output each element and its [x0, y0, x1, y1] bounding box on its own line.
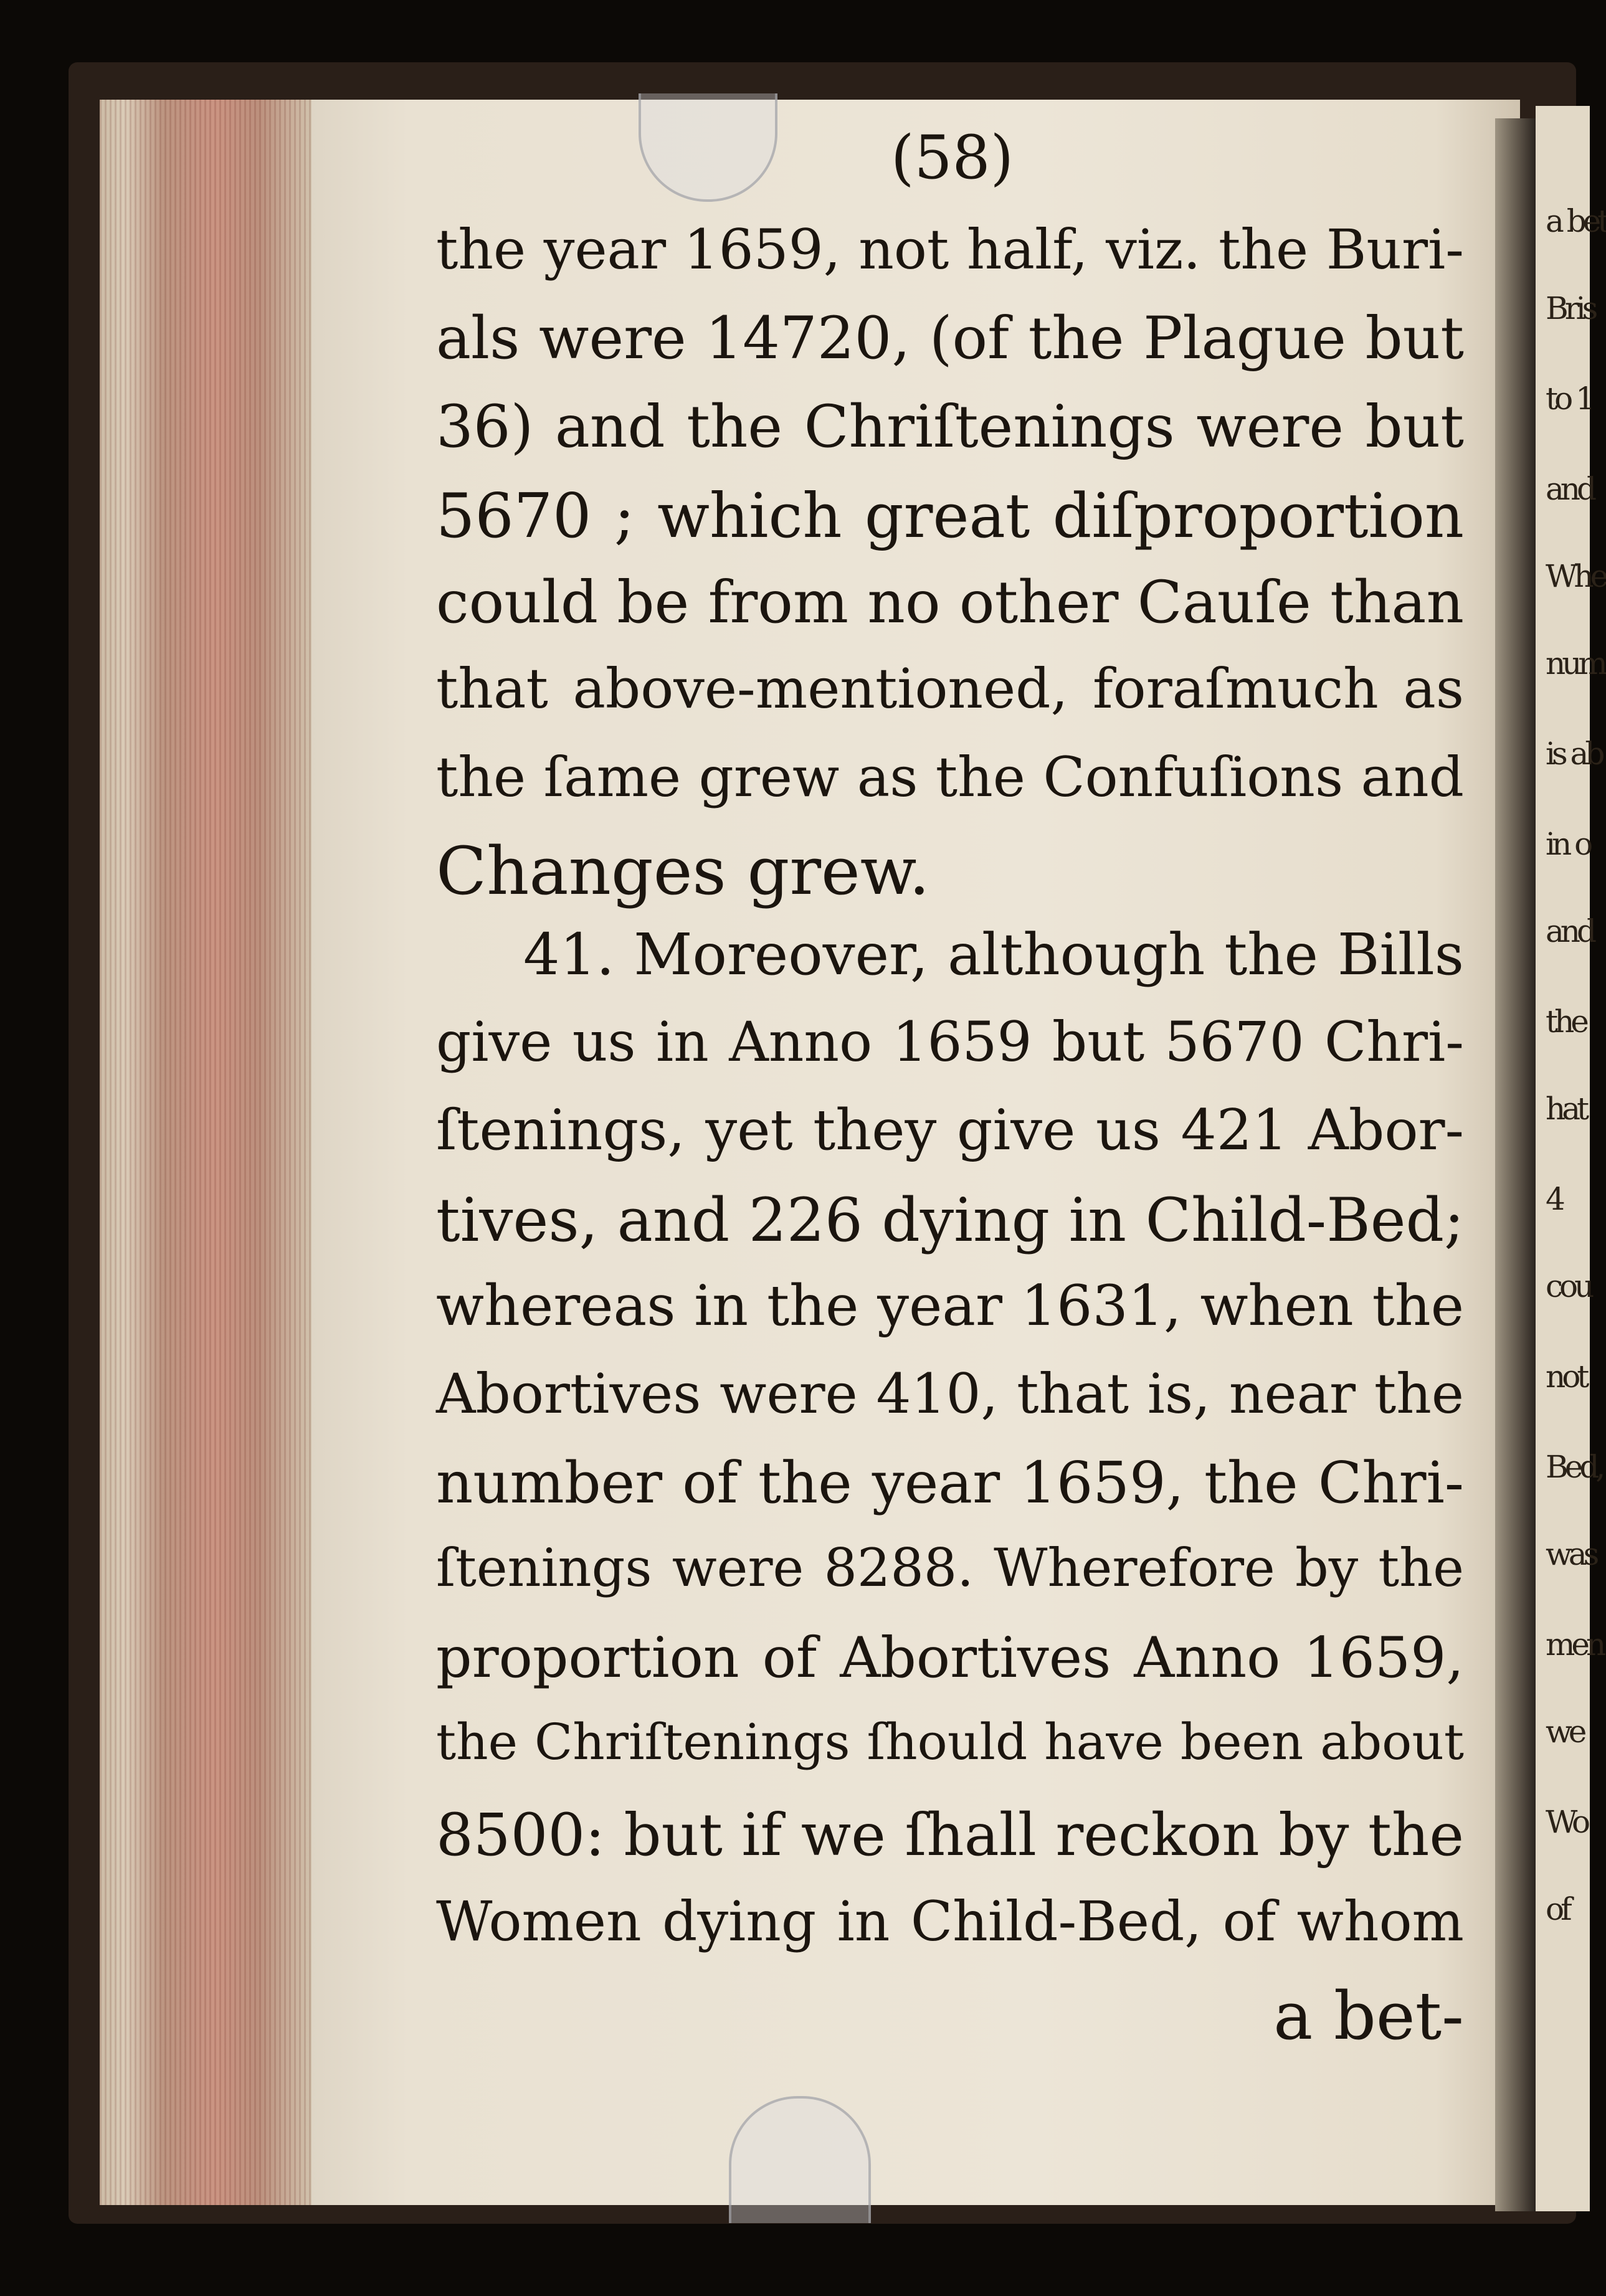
next-page-fragment: Whe [1546, 558, 1605, 594]
catchword: a bet- [1273, 1978, 1464, 2054]
text-line: 41. Moreover, although the Bills [523, 921, 1464, 988]
left-page-fore-edge [100, 100, 311, 2205]
book-gutter [1495, 118, 1536, 2211]
next-page-fragment: is ab [1546, 736, 1602, 772]
next-page-edge [1536, 106, 1606, 2211]
text-line: whereas in the year 1631, when the [436, 1273, 1464, 1339]
text-line: give us in Anno 1659 but 5670 Chri- [436, 1010, 1464, 1074]
page-number: (58) [891, 123, 1014, 192]
next-page-fragment: Bris [1546, 290, 1595, 326]
next-page-fragment: num [1546, 645, 1604, 681]
page-clip-bottom [729, 2096, 871, 2223]
next-page-fragment: Wo [1546, 1804, 1587, 1840]
text-line: 5670 ; which great diſproportion [436, 481, 1464, 552]
text-line: the year 1659, not half, viz. the Buri- [436, 217, 1464, 282]
next-page-fragment: 4 [1546, 1181, 1562, 1217]
next-page-fragment: in o [1546, 826, 1590, 862]
text-line: Abortives were 410, that is, near the [436, 1362, 1464, 1426]
text-line: 36) and the Chriſtenings were but [436, 393, 1464, 461]
next-page-fragment: hat [1546, 1091, 1586, 1127]
text-line: proportion of Abortives Anno 1659, [436, 1625, 1464, 1691]
next-page-fragment: and [1546, 471, 1594, 507]
next-page-fragment: Bed, [1546, 1449, 1602, 1485]
text-line: could be from no other Cauſe than [436, 569, 1464, 637]
next-page-fragment: to 1 [1546, 381, 1592, 417]
next-page-fragment: not [1546, 1359, 1586, 1395]
text-line: that above-mentioned, foraſmuch as [436, 657, 1464, 721]
text-line: Changes grew. [436, 833, 930, 909]
text-line: ſtenings were 8288. Wherefore by the [436, 1537, 1464, 1598]
text-line: ſtenings, yet they give us 421 Abor- [436, 1098, 1464, 1163]
text-line: the Chriſtenings ſhould have been about [436, 1713, 1464, 1771]
next-page-fragment: a bet [1546, 203, 1606, 239]
text-line: Women dying in Child-Bed, of whom [436, 1889, 1464, 1953]
text-line: number of the year 1659, the Chri- [436, 1449, 1464, 1516]
next-page-fragment: and [1546, 913, 1594, 949]
text-line: the ſame grew as the Confuſions and [436, 745, 1464, 809]
next-page-fragment: of [1546, 1891, 1569, 1927]
text-line: 8500: but if we ſhall reckon by the [436, 1801, 1464, 1869]
text-line: tives, and 226 dying in Child-Bed; [436, 1185, 1465, 1255]
next-page-fragment: the [1546, 1003, 1585, 1040]
next-page-fragment: men [1546, 1626, 1603, 1663]
next-page-fragment: cou [1546, 1268, 1591, 1304]
next-page-fragment: we [1546, 1714, 1584, 1750]
next-page-fragment: was [1546, 1536, 1596, 1572]
text-line: als were 14720, (of the Plague but [436, 305, 1464, 372]
